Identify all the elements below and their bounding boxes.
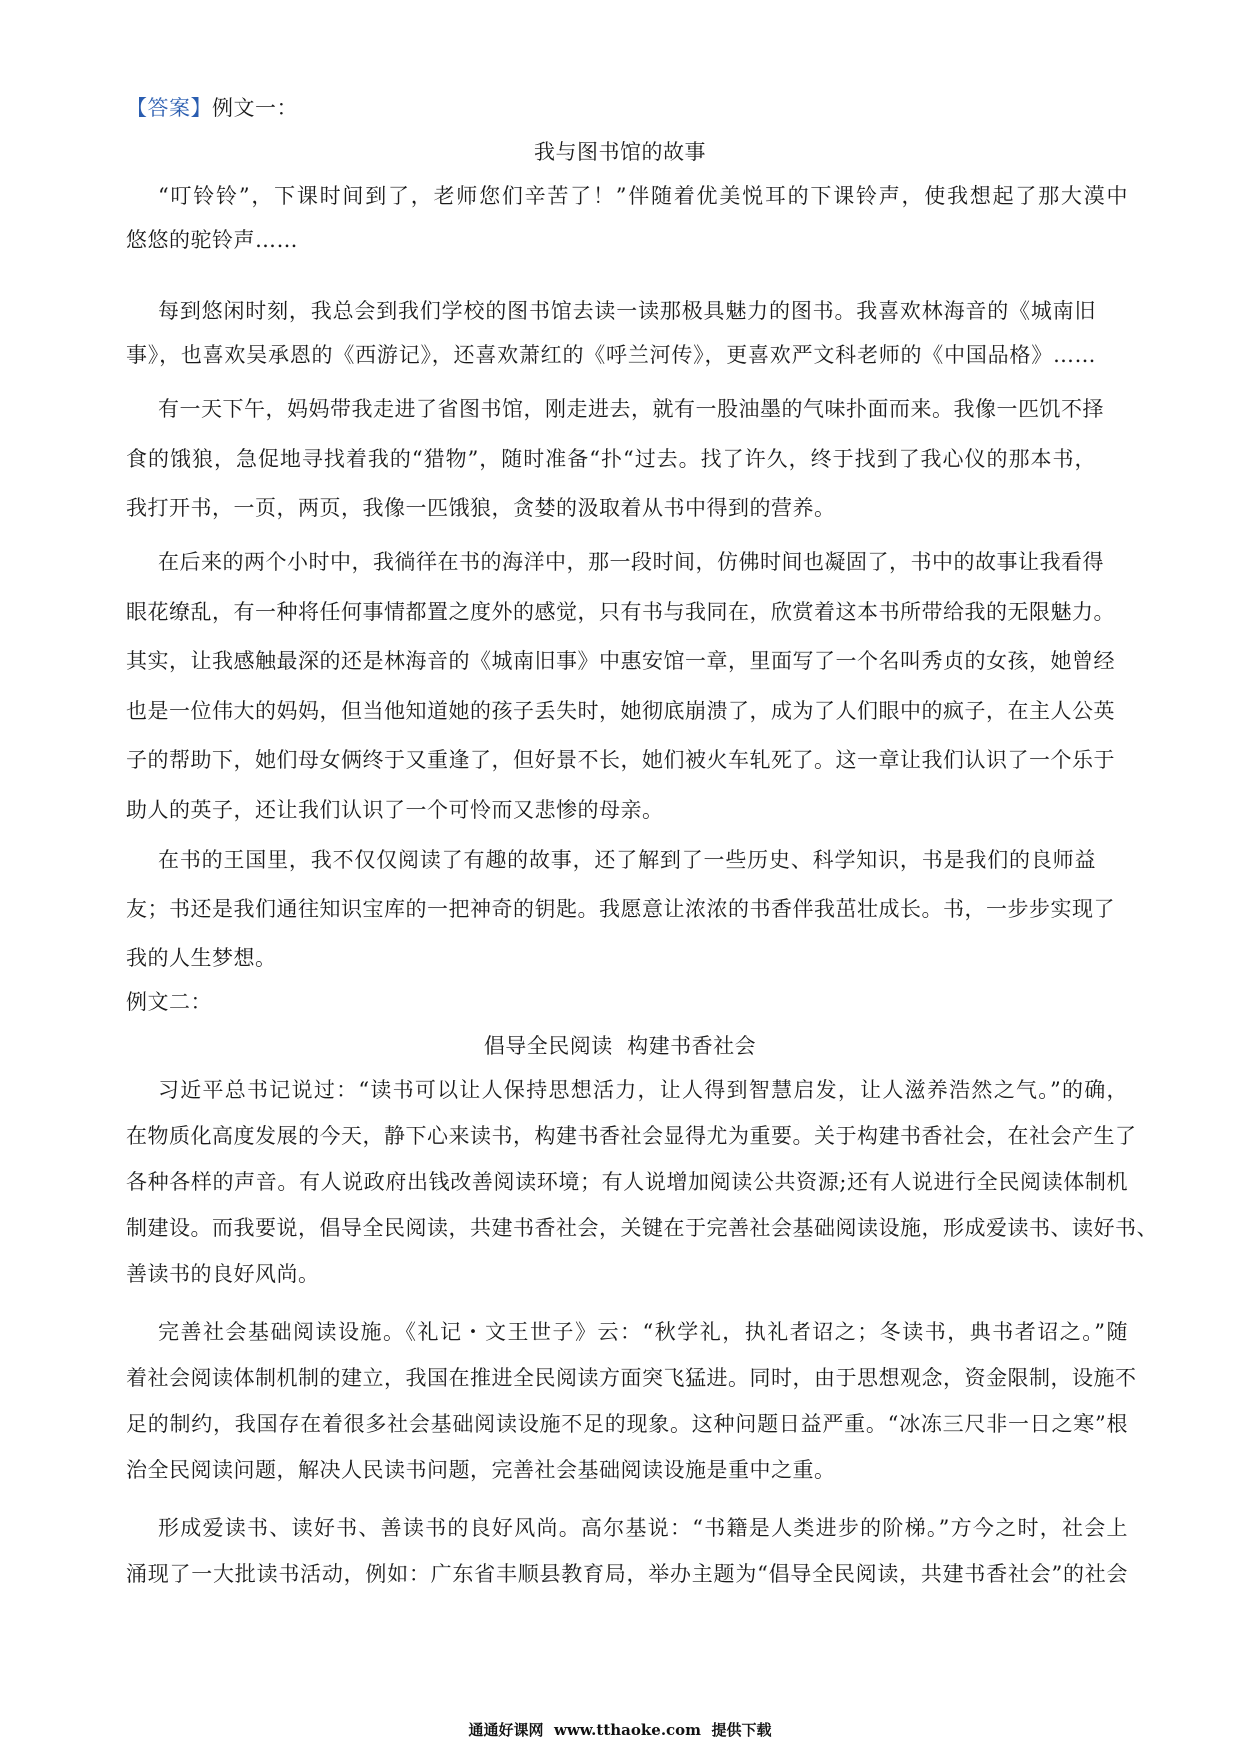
essay1-line: 我的人生梦想。: [126, 946, 277, 970]
essay2-line: 制建设。而我要说，倡导全民阅读，共建书香社会，关键在于完善社会基础阅读设施，形成爱读书、读好书、: [126, 1216, 1158, 1240]
example-two-label: 例文二：: [126, 990, 212, 1014]
essay2-line: 完善社会基础阅读设施。《礼记・文王世子》云：“秋学礼，执礼者诏之；冬读书，典书者诏之。”随: [158, 1320, 1128, 1344]
essay2-line: 形成爱读书、读好书、善读书的良好风尚。高尔基说：“书籍是人类进步的阶梯。”方今之时，社会上: [158, 1516, 1128, 1540]
essay2-line: 涌现了一大批读书活动，例如：广东省丰顺县教育局，举办主题为“倡导全民阅读，共建书香社会”的社会: [126, 1562, 1128, 1586]
essay1-line: 助人的英子，还让我们认识了一个可怜而又悲惨的母亲。: [126, 798, 664, 822]
essay2-line: 着社会阅读体制机制的建立，我国在推进全民阅读方面突飞猛进。同时，由于思想观念，资金限制，设施不: [126, 1366, 1137, 1390]
essay2-line: 在物质化高度发展的今天，静下心来读书，构建书香社会显得尤为重要。关于构建书香社会，在社会产生了: [126, 1124, 1137, 1148]
essay1-line: 食的饿狼，急促地寻找着我的“猎物”，随时准备“扑“过去。找了许久，终于找到了我心仪的那本书，: [126, 447, 1096, 471]
essay1-line: “叮铃铃”，下课时间到了，老师您们辛苦了！”伴随着优美悦耳的下课铃声，使我想起了那大漠中: [158, 184, 1128, 208]
answer-heading: [126, 94, 1096, 122]
essay2-line: 足的制约，我国存在着很多社会基础阅读设施不足的现象。这种问题日益严重。“冰冻三尺非一日之寒”根: [126, 1412, 1128, 1436]
essay2-line: 习近平总书记说过：“读书可以让人保持思想活力，让人得到智慧启发，让人滋养浩然之气。”的确，: [158, 1078, 1128, 1102]
essay2-line: 善读书的良好风尚。: [126, 1262, 320, 1286]
essay1-line: 也是一位伟大的妈妈，但当他知道她的孩子丢失时，她彻底崩溃了，成为了人们眼中的疯子，在主人公英: [126, 699, 1115, 723]
essay1-line: 在后来的两个小时中，我徜徉在书的海洋中，那一段时间，仿佛时间也凝固了，书中的故事让我看得: [158, 550, 1104, 574]
essay1-line: 在书的王国里，我不仅仅阅读了有趣的故事，还了解到了一些历史、科学知识，书是我们的良师益: [158, 848, 1096, 872]
essay2-line: 各种各样的声音。有人说政府出钱改善阅读环境；有人说增加阅读公共资源;还有人说进行全民阅读体制机: [126, 1170, 1128, 1194]
essay1-line: 友；书还是我们通往知识宝库的一把神奇的钥匙。我愿意让浓浓的书香伴我茁壮成长。书，一步步实现了: [126, 897, 1115, 921]
essay2-line: 治全民阅读问题，解决人民读书问题，完善社会基础阅读设施是重中之重。: [126, 1458, 836, 1482]
answer-label: 【答案】: [126, 96, 212, 120]
essay1-line: 我打开书，一页，两页，我像一匹饿狼，贪婪的汲取着从书中得到的营养。: [126, 496, 836, 520]
essay1-line: 眼花缭乱，有一种将任何事情都置之度外的感觉，只有书与我同在，欣赏着这本书所带给我的无限魅力。: [126, 600, 1115, 624]
essay1-line: 每到悠闲时刻，我总会到我们学校的图书馆去读一读那极具魅力的图书。我喜欢林海音的《城南旧: [158, 299, 1096, 323]
example-one-label: 例文一：: [212, 96, 298, 120]
essay1-line: 其实，让我感触最深的还是林海音的《城南旧事》中惠安馆一章，里面写了一个名叫秀贞的女孩，她曾经: [126, 649, 1115, 673]
footer-watermark: 通通好课网 www.tthaoke.com 提供下载: [468, 1721, 772, 1739]
essay1-line: 子的帮助下，她们母女俩终于又重逢了，但好景不长，她们被火车轧死了。这一章让我们认识了一个乐于: [126, 748, 1115, 772]
essay1-line: 悠悠的驼铃声……: [126, 228, 298, 252]
essay1-title: 我与图书馆的故事: [534, 140, 706, 164]
essay1-line: 事》，也喜欢吴承恩的《西游记》，还喜欢萧红的《呼兰河传》，更喜欢严文科老师的《中国品格》……: [126, 343, 1096, 367]
essay2-title: 倡导全民阅读 构建书香社会: [483, 1034, 757, 1058]
essay1-line: 有一天下午，妈妈带我走进了省图书馆，刚走进去，就有一股油墨的气味扑面而来。我像一匹饥不择: [158, 397, 1104, 421]
